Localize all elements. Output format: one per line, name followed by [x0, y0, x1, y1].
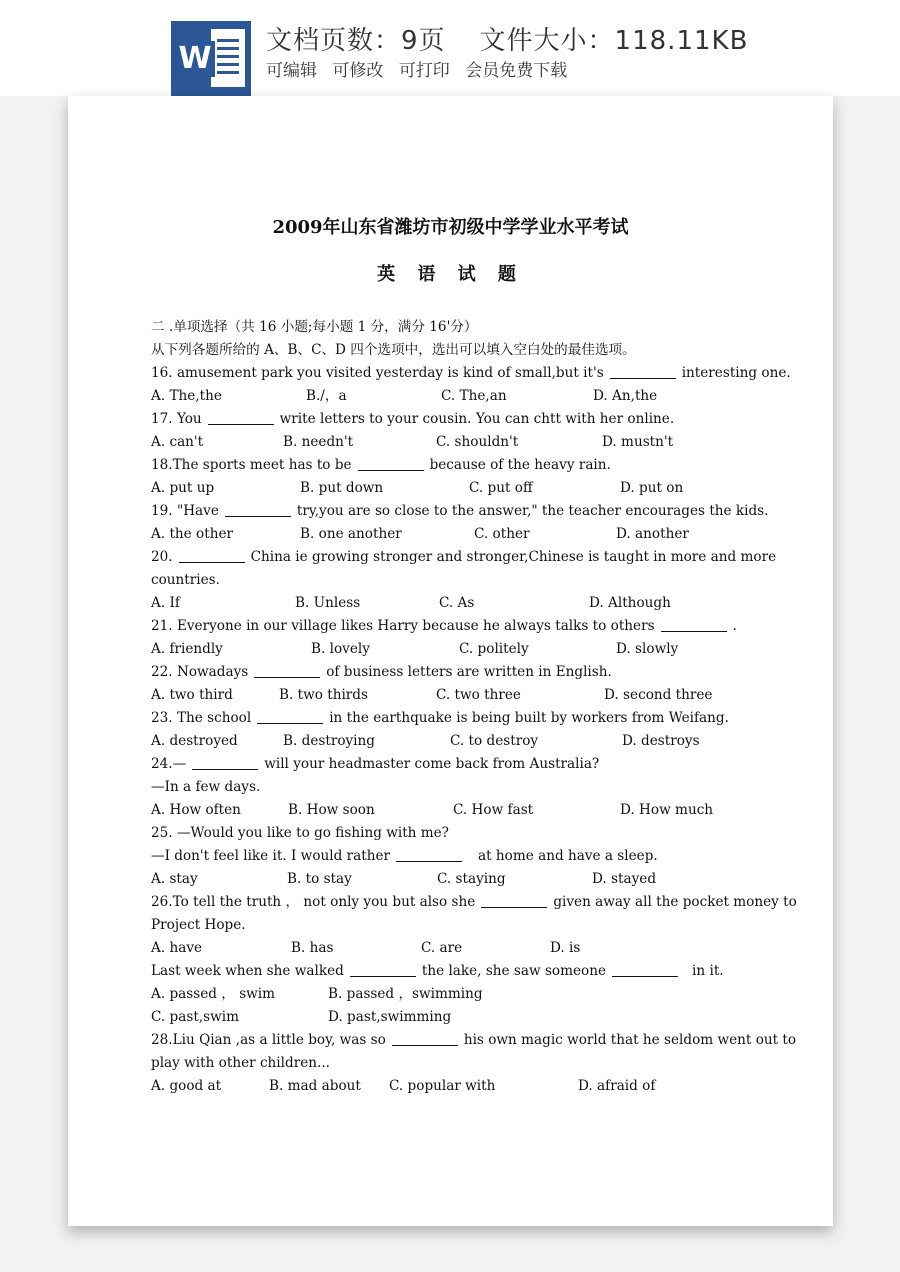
option: C. other	[474, 526, 530, 542]
question-25: 25. —Would you like to go fishing with me?	[151, 825, 449, 841]
options-24	[151, 799, 761, 822]
options-26	[151, 937, 761, 960]
option: C. The,an	[441, 388, 507, 404]
question-26-continued: Project Hope.	[151, 917, 246, 933]
option: A. friendly	[151, 641, 223, 657]
option: D. another	[616, 526, 689, 542]
question-24: 24.— will your headmaster come back from Australia?	[151, 756, 600, 772]
option: C. popular with	[389, 1078, 496, 1094]
option: B./，a	[306, 388, 347, 404]
option: D. slowly	[616, 641, 679, 657]
option: C. politely	[459, 641, 529, 657]
option: B. one another	[300, 526, 402, 542]
feature-editable: 可编辑	[266, 61, 317, 81]
feature-free-download: 会员免费下载	[465, 61, 568, 81]
question-22: 22. Nowadays of business letters are written in English.	[151, 664, 612, 680]
option: D. An,the	[593, 388, 658, 404]
option: D. stayed	[592, 871, 657, 887]
answer-blank	[661, 617, 727, 632]
word-document-icon	[171, 21, 251, 96]
page-count: 文档页数：9页	[266, 26, 446, 56]
option: C. How fast	[453, 802, 534, 818]
option: D. is	[550, 940, 581, 956]
option: B. How soon	[288, 802, 375, 818]
question-23: 23. The school in the earthquake is being built by workers from Weifang.	[151, 710, 729, 726]
option: B. has	[291, 940, 334, 956]
option: C. past,swim	[151, 1009, 239, 1025]
answer-blank	[254, 663, 320, 678]
option: C. two three	[436, 687, 521, 703]
option: A. stay	[151, 871, 198, 887]
options-17	[151, 431, 761, 454]
option: B. put down	[300, 480, 384, 496]
options-20	[151, 592, 761, 615]
question-20-continued: countries.	[151, 572, 220, 588]
option: A. The,the	[151, 388, 222, 404]
option: A. have	[151, 940, 203, 956]
question-19: 19. "Have try,you are so close to the answer," the teacher encourages the kids.	[151, 503, 769, 519]
option: C. to destroy	[450, 733, 539, 749]
instruction: 从下列各题所给的 A、B、C、D 四个选项中，选出可以填入空白处的最佳选项。	[151, 342, 636, 358]
option: A. How often	[151, 802, 241, 818]
question-18: 18.The sports meet has to be because of the heavy rain.	[151, 457, 611, 473]
question-25-reply: —I don't feel like it. I would rather at home and have a sleep.	[151, 848, 658, 864]
answer-blank	[610, 364, 676, 379]
option: D. put on	[620, 480, 684, 496]
option: B. mad about	[269, 1078, 361, 1094]
question-28: 28.Liu Qian ,as a little boy, was so his own magic world that he seldom went out to	[151, 1032, 797, 1048]
option: B. two thirds	[279, 687, 368, 703]
option: D. mustn't	[602, 434, 674, 450]
option: C. As	[439, 595, 475, 611]
options-27-row1	[151, 983, 761, 1006]
document-page	[68, 96, 833, 1226]
answer-blank	[358, 456, 424, 471]
option: A. good at	[151, 1078, 222, 1094]
option: A. the other	[151, 526, 233, 542]
option: C. staying	[437, 871, 506, 887]
file-size: 文件大小：118.11KB	[479, 26, 749, 56]
option: D. second three	[604, 687, 713, 703]
feature-list	[266, 56, 577, 81]
answer-blank	[612, 962, 678, 977]
options-16	[151, 385, 761, 408]
section-heading: 二 .单项选择（共 16 小题;每小题 1 分，满分 16'分）	[151, 319, 478, 335]
option: A. can't	[151, 434, 204, 450]
answer-blank	[208, 410, 274, 425]
option: D. Although	[589, 595, 671, 611]
question-17: 17. You write letters to your cousin. You can chtt with her online.	[151, 411, 675, 427]
answer-blank	[350, 962, 416, 977]
question-list	[151, 316, 797, 1098]
option: B. destroying	[283, 733, 375, 749]
download-banner	[0, 0, 900, 96]
question-27: Last week when she walked the lake, she saw someone in it.	[151, 963, 724, 979]
options-21	[151, 638, 761, 661]
feature-modifiable: 可修改	[332, 61, 384, 81]
answer-blank	[225, 502, 291, 517]
answer-blank	[257, 709, 323, 724]
options-23	[151, 730, 761, 753]
option: B. lovely	[311, 641, 370, 657]
question-26: 26.To tell the truth ， not only you but also she given away all the pocket money to	[151, 894, 797, 910]
option: D. How much	[620, 802, 714, 818]
exam-subtitle: 英 语 试 题	[377, 264, 524, 285]
answer-blank	[179, 548, 245, 563]
option: B. needn't	[283, 434, 354, 450]
word-letter: W	[175, 41, 215, 77]
feature-printable: 可打印	[398, 61, 450, 81]
option: D. afraid of	[578, 1078, 656, 1094]
question-20: 20. China ie growing stronger and stronger,Chinese is taught in more and more	[151, 549, 777, 565]
question-16: 16. amusement park you visited yesterday is kind of small,but it's interesting one.	[151, 365, 791, 381]
question-24-answer-line: —In a few days.	[151, 779, 261, 795]
options-25	[151, 868, 761, 891]
option: C. are	[421, 940, 463, 956]
option: A. If	[151, 595, 180, 611]
document-sheet	[211, 29, 245, 87]
option: C. put off	[469, 480, 533, 496]
option: D. past,swimming	[328, 1009, 452, 1025]
options-19	[151, 523, 761, 546]
option: A. two third	[151, 687, 233, 703]
option: B. passed ，swimming	[328, 986, 483, 1002]
question-28-continued: play with other children...	[151, 1055, 330, 1071]
option: A. put up	[151, 480, 215, 496]
option: A. destroyed	[151, 733, 238, 749]
option: C. shouldn't	[436, 434, 519, 450]
options-18	[151, 477, 761, 500]
answer-blank	[481, 893, 547, 908]
exam-title: 2009年山东省潍坊市初级中学学业水平考试	[272, 217, 629, 238]
option: A. passed ， swim	[151, 986, 276, 1002]
options-22	[151, 684, 761, 707]
answer-blank	[396, 847, 462, 862]
option: D. destroys	[622, 733, 700, 749]
question-21: 21. Everyone in our village likes Harry because he always talks to others .	[151, 618, 737, 634]
option: B. Unless	[295, 595, 361, 611]
answer-blank	[392, 1031, 458, 1046]
answer-blank	[192, 755, 258, 770]
options-28	[151, 1075, 761, 1098]
file-info	[266, 20, 748, 57]
options-27-row2	[151, 1006, 761, 1029]
option: B. to stay	[287, 871, 352, 887]
